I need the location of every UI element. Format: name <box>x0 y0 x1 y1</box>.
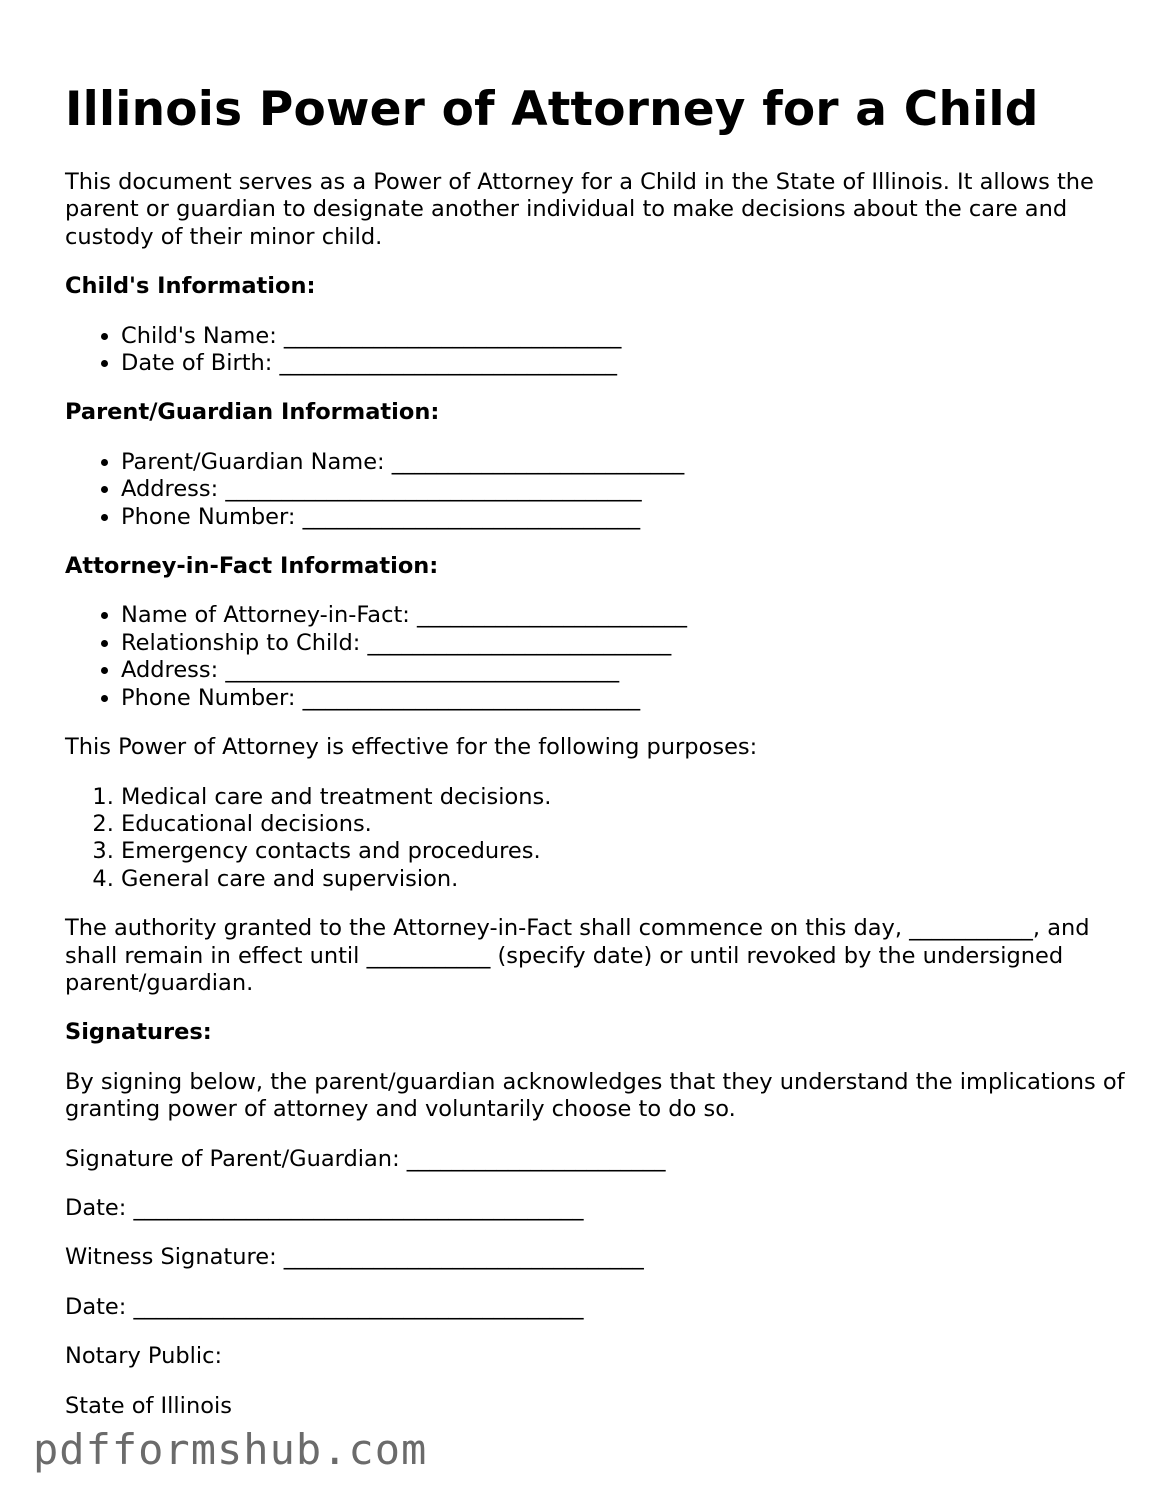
state-label: State of Illinois <box>65 1392 232 1419</box>
attorney-info-list <box>65 602 1125 712</box>
witness-signature-line: Witness Signature: ________________________________ <box>65 1244 644 1271</box>
parent-signature-line: Signature of Parent/Guardian: _______________________ <box>65 1145 666 1172</box>
date-line-2: Date: ________________________________________ <box>65 1293 584 1320</box>
purpose-item: 4. General care and supervision. <box>121 866 1125 893</box>
purpose-item: 2. Educational decisions. <box>121 811 1125 838</box>
purpose-item: 3. Emergency contacts and procedures. <box>121 838 1125 865</box>
intro-paragraph: This document serves as a Power of Attorney for a Child in the State of Illinois. It allows the parent or guardian to designate another individual to make decisions about the care and custody of their minor child. <box>65 169 1094 250</box>
notary-label: Notary Public: <box>65 1343 223 1370</box>
attorney-address-field: • Address: ___________________________________ <box>121 657 1125 684</box>
parent-name-field: • Parent/Guardian Name: __________________________ <box>121 449 1125 476</box>
child-name-field: • Child's Name: ______________________________ <box>121 323 1125 350</box>
parent-info-list <box>65 449 1125 531</box>
child-info-heading: Child's Information: <box>65 273 316 300</box>
attorney-name-field: • Name of Attorney-in-Fact: ________________________ <box>121 602 1125 629</box>
purposes-list <box>65 784 1125 894</box>
child-info-list <box>65 323 1125 378</box>
watermark: pdfformshub.com <box>33 1425 428 1474</box>
authority-paragraph: The authority granted to the Attorney-in-Fact shall commence on this day, ___________, and shall remain in effect until ___________ (specify date) or until revoked by the undersigned parent/guardian. <box>65 915 1090 996</box>
purpose-item: 1. Medical care and treatment decisions. <box>121 784 1125 811</box>
date-line-1: Date: ________________________________________ <box>65 1194 584 1221</box>
attorney-info-heading: Attorney-in-Fact Information: <box>65 553 439 580</box>
document-page <box>65 0 1125 1420</box>
signatures-heading: Signatures: <box>65 1019 212 1046</box>
attorney-relationship-field: • Relationship to Child: ___________________________ <box>121 630 1125 657</box>
child-dob-field: • Date of Birth: ______________________________ <box>121 350 1125 377</box>
attorney-phone-field: • Phone Number: ______________________________ <box>121 685 1125 712</box>
parent-address-field: • Address: _____________________________________ <box>121 476 1125 503</box>
parent-phone-field: • Phone Number: ______________________________ <box>121 504 1125 531</box>
purposes-intro: This Power of Attorney is effective for the following purposes: <box>65 734 758 761</box>
parent-info-heading: Parent/Guardian Information: <box>65 399 440 426</box>
acknowledgment-paragraph: By signing below, the parent/guardian acknowledges that they understand the implications of granting power of attorney and voluntarily choose to do so. <box>65 1068 1125 1123</box>
document-title: Illinois Power of Attorney for a Child <box>65 82 1039 137</box>
